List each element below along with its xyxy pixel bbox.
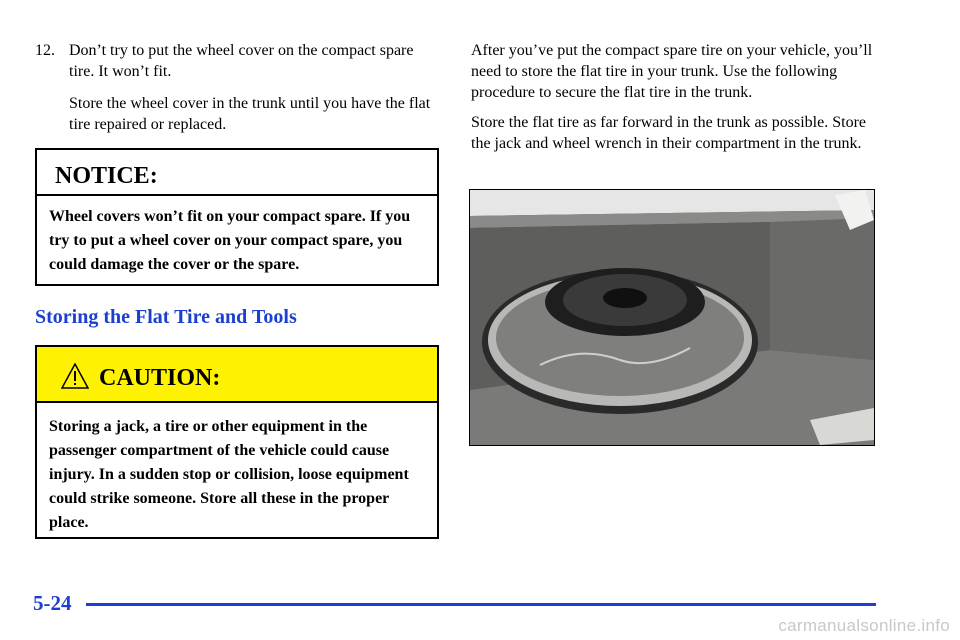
caution-box bbox=[35, 345, 439, 539]
warning-triangle-icon bbox=[61, 363, 89, 389]
trunk-spare-tire-photo bbox=[469, 189, 875, 446]
notice-box bbox=[35, 148, 439, 286]
right-column bbox=[471, 40, 876, 163]
caution-title: CAUTION: bbox=[99, 365, 221, 391]
caution-body: Storing a jack, a tire or other equipment in the passenger compartment of the vehicle could cause injury. In a sudden stop or collision, loose equipment could strike someone. Store all these in the proper place. bbox=[49, 418, 409, 531]
footer-rule bbox=[86, 603, 876, 606]
page-number: 5-24 bbox=[33, 591, 72, 615]
notice-title: NOTICE: bbox=[37, 150, 437, 196]
step-text-2: Store the wheel cover in the trunk until you have the flat tire repaired or replaced. bbox=[69, 95, 431, 133]
section-title: Storing the Flat Tire and Tools bbox=[35, 306, 297, 328]
spare-tire-illustration bbox=[470, 190, 874, 445]
notice-body: Wheel covers won’t fit on your compact spare. If you try to put a wheel cover on your compact spare, you could damage the cover or the spare. bbox=[49, 208, 411, 273]
watermark: carmanualsonline.info bbox=[778, 616, 950, 635]
caution-header bbox=[37, 347, 437, 403]
step-number: 12. bbox=[35, 42, 55, 59]
paragraph-store-forward: Store the flat tire as far forward in the trunk as possible. Store the jack and wheel wrench in their compartment in the trunk. bbox=[471, 114, 866, 152]
step-text-1: Don’t try to put the wheel cover on the compact spare tire. It won’t fit. bbox=[69, 42, 414, 80]
paragraph-store-flat: After you’ve put the compact spare tire on your vehicle, you’ll need to store the flat tire in your trunk. Use the following procedure to secure the flat tire in the trunk. bbox=[471, 42, 873, 101]
step-12 bbox=[35, 40, 441, 144]
